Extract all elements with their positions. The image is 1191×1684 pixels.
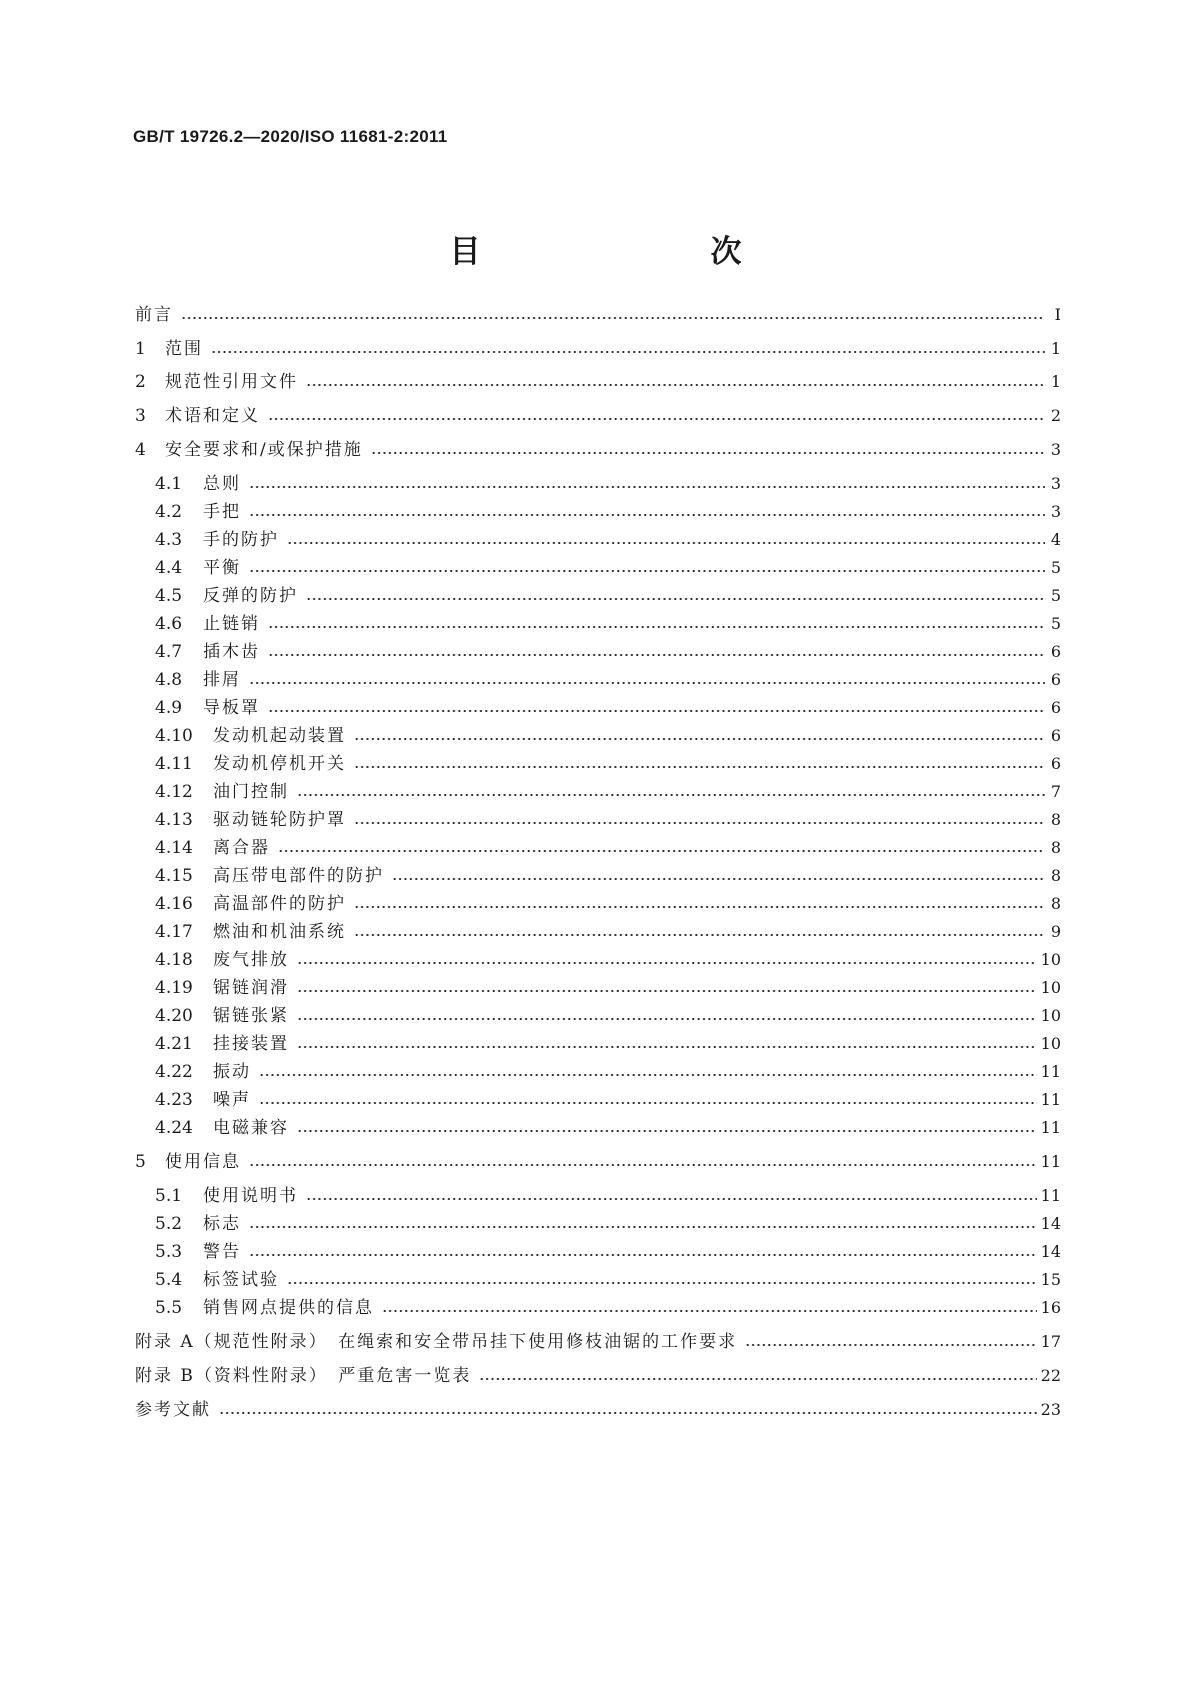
toc-leader-dots [287,1281,1037,1285]
toc-entry-page: 10 [1040,1006,1061,1025]
toc-entry-number: 4.5 [155,586,183,606]
toc-leader-dots [219,1411,1037,1415]
toc-subentry[interactable] [155,553,1061,583]
toc-entry[interactable] [135,334,1061,364]
toc-entry-number: 4.21 [155,1034,193,1054]
toc-leader-dots [306,597,1045,601]
toc-entry-title: 警告 [203,1242,241,1262]
toc-entry-page: 10 [1040,950,1061,969]
toc-leader-dots [259,1101,1037,1105]
toc-entry-title: 导板罩 [203,698,260,718]
toc-entry-title: 废气排放 [213,950,289,970]
toc-leader-dots [211,350,1045,354]
toc-subentry[interactable] [155,889,1061,919]
toc-entry-number: 4.9 [155,698,183,718]
toc-entry-title: 燃油和机油系统 [213,922,346,942]
toc-entry-title: 插木齿 [203,642,260,662]
toc-leader-dots [268,625,1045,629]
toc-leader-dots [479,1377,1036,1381]
toc-leader-dots [287,541,1045,545]
toc-entry-number: 4.7 [155,642,183,662]
toc-entry-page: 10 [1040,1034,1061,1053]
toc-entry-annex-b[interactable] [135,1361,1061,1391]
toc-entry-page: 8 [1050,810,1061,829]
toc-entry-title: 平衡 [203,558,241,578]
toc-entry-number: 4.24 [155,1118,193,1138]
standard-id: GB/T 19726.2—2020/ISO 11681-2:2011 [133,127,448,146]
toc-leader-dots [371,451,1045,455]
toc-entry-number: 4.16 [155,894,193,914]
toc-subentry[interactable] [155,1085,1061,1115]
toc-entry-page: 3 [1050,440,1061,459]
toc-entry-page: 3 [1050,502,1061,521]
toc-entry-title: 高压带电部件的防护 [213,866,384,886]
toc-leader-dots [249,1225,1037,1229]
toc-entry-page: 16 [1040,1298,1061,1317]
toc-entry-number: 5.1 [155,1186,183,1206]
toc-entry-page: 6 [1050,642,1061,661]
toc-entry-title: 电磁兼容 [213,1118,289,1138]
toc-leader-dots [354,933,1045,937]
toc-entry-title: 油门控制 [213,782,289,802]
toc-leader-dots [249,1163,1037,1167]
toc-entry-number: 5 [135,1152,146,1172]
toc-entry-title: 销售网点提供的信息 [203,1298,374,1318]
toc-subentry[interactable] [155,693,1061,723]
toc-leader-dots [354,905,1045,909]
toc-entry-page: 7 [1050,782,1061,801]
toc-entry-title: 挂接装置 [213,1034,289,1054]
toc-leader-dots [297,793,1045,797]
toc-entry-page: 1 [1050,339,1061,358]
toc-subentry[interactable] [155,945,1061,975]
toc-entry-title: 参考文献 [135,1400,211,1420]
toc-entry[interactable] [135,300,1061,330]
toc-leader-dots [297,1045,1037,1049]
toc-leader-dots [249,513,1045,517]
toc-entry[interactable] [135,1147,1061,1177]
toc-entry-number: 5.5 [155,1298,183,1318]
toc-entry-number: 4.6 [155,614,183,634]
toc-leader-dots [354,737,1045,741]
toc-entry-number: 4.2 [155,502,183,522]
page-title: 目 次 [449,234,798,270]
toc-entry-page: 6 [1050,698,1061,717]
toc-entry-page: 6 [1050,754,1061,773]
toc-entry-title: 发动机起动装置 [213,726,346,746]
toc-entry-number: 4.3 [155,530,183,550]
toc-entry-title: 锯链润滑 [213,978,289,998]
toc-leader-dots [249,1253,1037,1257]
toc-leader-dots [354,821,1045,825]
toc-leader-dots [181,316,1045,320]
toc-entry-title: 规范性引用文件 [165,372,298,392]
toc-entry-number: 4.19 [155,978,193,998]
toc-entry-page: 8 [1050,838,1061,857]
toc-subentry[interactable] [155,469,1061,499]
toc-entry-title: 驱动链轮防护罩 [213,810,346,830]
toc-entry-title: 安全要求和/或保护措施 [165,440,363,460]
toc-entry-number: 1 [135,339,146,359]
toc-subentry[interactable] [155,1181,1061,1211]
toc-subentry[interactable] [155,917,1061,947]
toc-entry-page: Ⅰ [1054,305,1061,324]
toc-leader-dots [392,877,1045,881]
toc-entry-page: 14 [1040,1214,1061,1233]
table-of-contents [135,0,1061,1684]
toc-subentry[interactable] [155,637,1061,667]
toc-entry-number: 5.2 [155,1214,183,1234]
toc-subentry[interactable] [155,1057,1061,1087]
toc-entry-title: 标志 [203,1214,241,1234]
toc-subentry[interactable] [155,665,1061,695]
toc-entry-page: 23 [1040,1400,1061,1419]
toc-entry-title: 前言 [135,305,173,325]
toc-entry-page: 5 [1050,614,1061,633]
toc-entry-title: 止链销 [203,614,260,634]
toc-leader-dots [249,569,1045,573]
toc-leader-dots [297,989,1037,993]
toc-entry-title: 手把 [203,502,241,522]
toc-entry-number: 4 [135,440,146,460]
toc-leader-dots [278,849,1045,853]
toc-subentry[interactable] [155,721,1061,751]
toc-leader-dots [268,653,1045,657]
toc-entry-page: 11 [1040,1090,1061,1109]
toc-subentry[interactable] [155,973,1061,1003]
toc-entry-title: 离合器 [213,838,270,858]
toc-entry-page: 5 [1050,586,1061,605]
toc-entry-title: 手的防护 [203,530,279,550]
toc-entry-page: 11 [1040,1186,1061,1205]
toc-entry-title: 高温部件的防护 [213,894,346,914]
toc-subentry[interactable] [155,749,1061,779]
toc-entry-number: 4.17 [155,922,193,942]
toc-entry-page: 4 [1050,530,1061,549]
toc-entry-title: 发动机停机开关 [213,754,346,774]
toc-entry-page: 6 [1050,726,1061,745]
toc-leader-dots [382,1309,1037,1313]
toc-leader-dots [306,383,1045,387]
toc-subentry[interactable] [155,609,1061,639]
toc-entry-number: 4.18 [155,950,193,970]
toc-entry-number: 4.10 [155,726,193,746]
toc-subentry[interactable] [155,525,1061,555]
toc-entry-title: 总则 [203,474,241,494]
toc-entry-bibliography[interactable] [135,1395,1061,1425]
toc-entry-title: 术语和定义 [165,406,260,426]
toc-subentry[interactable] [155,1209,1061,1239]
toc-entry-title: 噪声 [213,1090,251,1110]
toc-leader-dots [306,1197,1037,1201]
toc-subentry[interactable] [155,861,1061,891]
toc-entry-title: 范围 [165,339,203,359]
toc-entry-number: 5.4 [155,1270,183,1290]
toc-leader-dots [297,961,1037,965]
toc-entry-number: 4.8 [155,670,183,690]
toc-subentry[interactable] [155,833,1061,863]
toc-subentry[interactable] [155,777,1061,807]
toc-subentry[interactable] [155,1265,1061,1295]
toc-entry-title: 锯链张紧 [213,1006,289,1026]
toc-entry-page: 5 [1050,558,1061,577]
toc-entry-page: 1 [1050,372,1061,391]
toc-entry-title: 使用信息 [165,1152,241,1172]
toc-subentry[interactable] [155,805,1061,835]
toc-entry-page: 6 [1050,670,1061,689]
toc-leader-dots [297,1017,1037,1021]
toc-entry-page: 15 [1040,1270,1061,1289]
toc-entry-number: 4.13 [155,810,193,830]
toc-entry-page: 11 [1040,1118,1061,1137]
toc-entry-title: 标签试验 [203,1270,279,1290]
toc-entry-number: 4.4 [155,558,183,578]
toc-leader-dots [268,709,1045,713]
toc-leader-dots [745,1343,1036,1347]
toc-entry-title: 使用说明书 [203,1186,298,1206]
toc-entry-page: 10 [1040,978,1061,997]
toc-leader-dots [249,485,1045,489]
toc-entry-title: 振动 [213,1062,251,1082]
toc-entry-number: 4.12 [155,782,193,802]
toc-leader-dots [354,765,1045,769]
toc-entry-annex-a[interactable] [135,1327,1061,1357]
toc-entry-number: 4.11 [155,754,193,774]
toc-entry-number: 4.14 [155,838,193,858]
toc-leader-dots [268,417,1045,421]
toc-entry-title: 反弹的防护 [203,586,298,606]
toc-subentry[interactable] [155,1029,1061,1059]
toc-entry-page: 8 [1050,894,1061,913]
toc-entry-page: 17 [1040,1332,1061,1351]
toc-subentry[interactable] [155,1237,1061,1267]
toc-entry-page: 8 [1050,866,1061,885]
toc-entry-page: 22 [1040,1366,1061,1385]
toc-entry-page: 14 [1040,1242,1061,1261]
toc-subentry[interactable] [155,1293,1061,1323]
toc-leader-dots [249,681,1045,685]
toc-entry-title: 附录 B（资料性附录） 严重危害一览表 [135,1366,472,1386]
toc-entry-number: 4.1 [155,474,183,494]
toc-entry-number: 4.23 [155,1090,193,1110]
toc-entry-page: 11 [1040,1062,1061,1081]
toc-subentry[interactable] [155,1001,1061,1031]
toc-entry-number: 5.3 [155,1242,183,1262]
toc-entry[interactable] [135,367,1061,397]
toc-entry-page: 11 [1040,1152,1061,1171]
toc-leader-dots [297,1129,1037,1133]
toc-entry-title: 排屑 [203,670,241,690]
toc-entry-page: 9 [1050,922,1061,941]
toc-entry[interactable] [135,401,1061,431]
toc-entry-number: 4.15 [155,866,193,886]
toc-entry-number: 2 [135,372,146,392]
toc-entry-page: 2 [1050,406,1061,425]
toc-leader-dots [259,1073,1037,1077]
toc-entry-number: 4.20 [155,1006,193,1026]
toc-entry-page: 3 [1050,474,1061,493]
toc-subentry[interactable] [155,581,1061,611]
toc-subentry[interactable] [155,497,1061,527]
toc-entry[interactable] [135,435,1061,465]
toc-entry-title: 附录 A（规范性附录） 在绳索和安全带吊挂下使用修枝油锯的工作要求 [135,1332,738,1352]
toc-entry-number: 4.22 [155,1062,193,1082]
toc-entry-number: 3 [135,406,146,426]
toc-subentry[interactable] [155,1113,1061,1143]
